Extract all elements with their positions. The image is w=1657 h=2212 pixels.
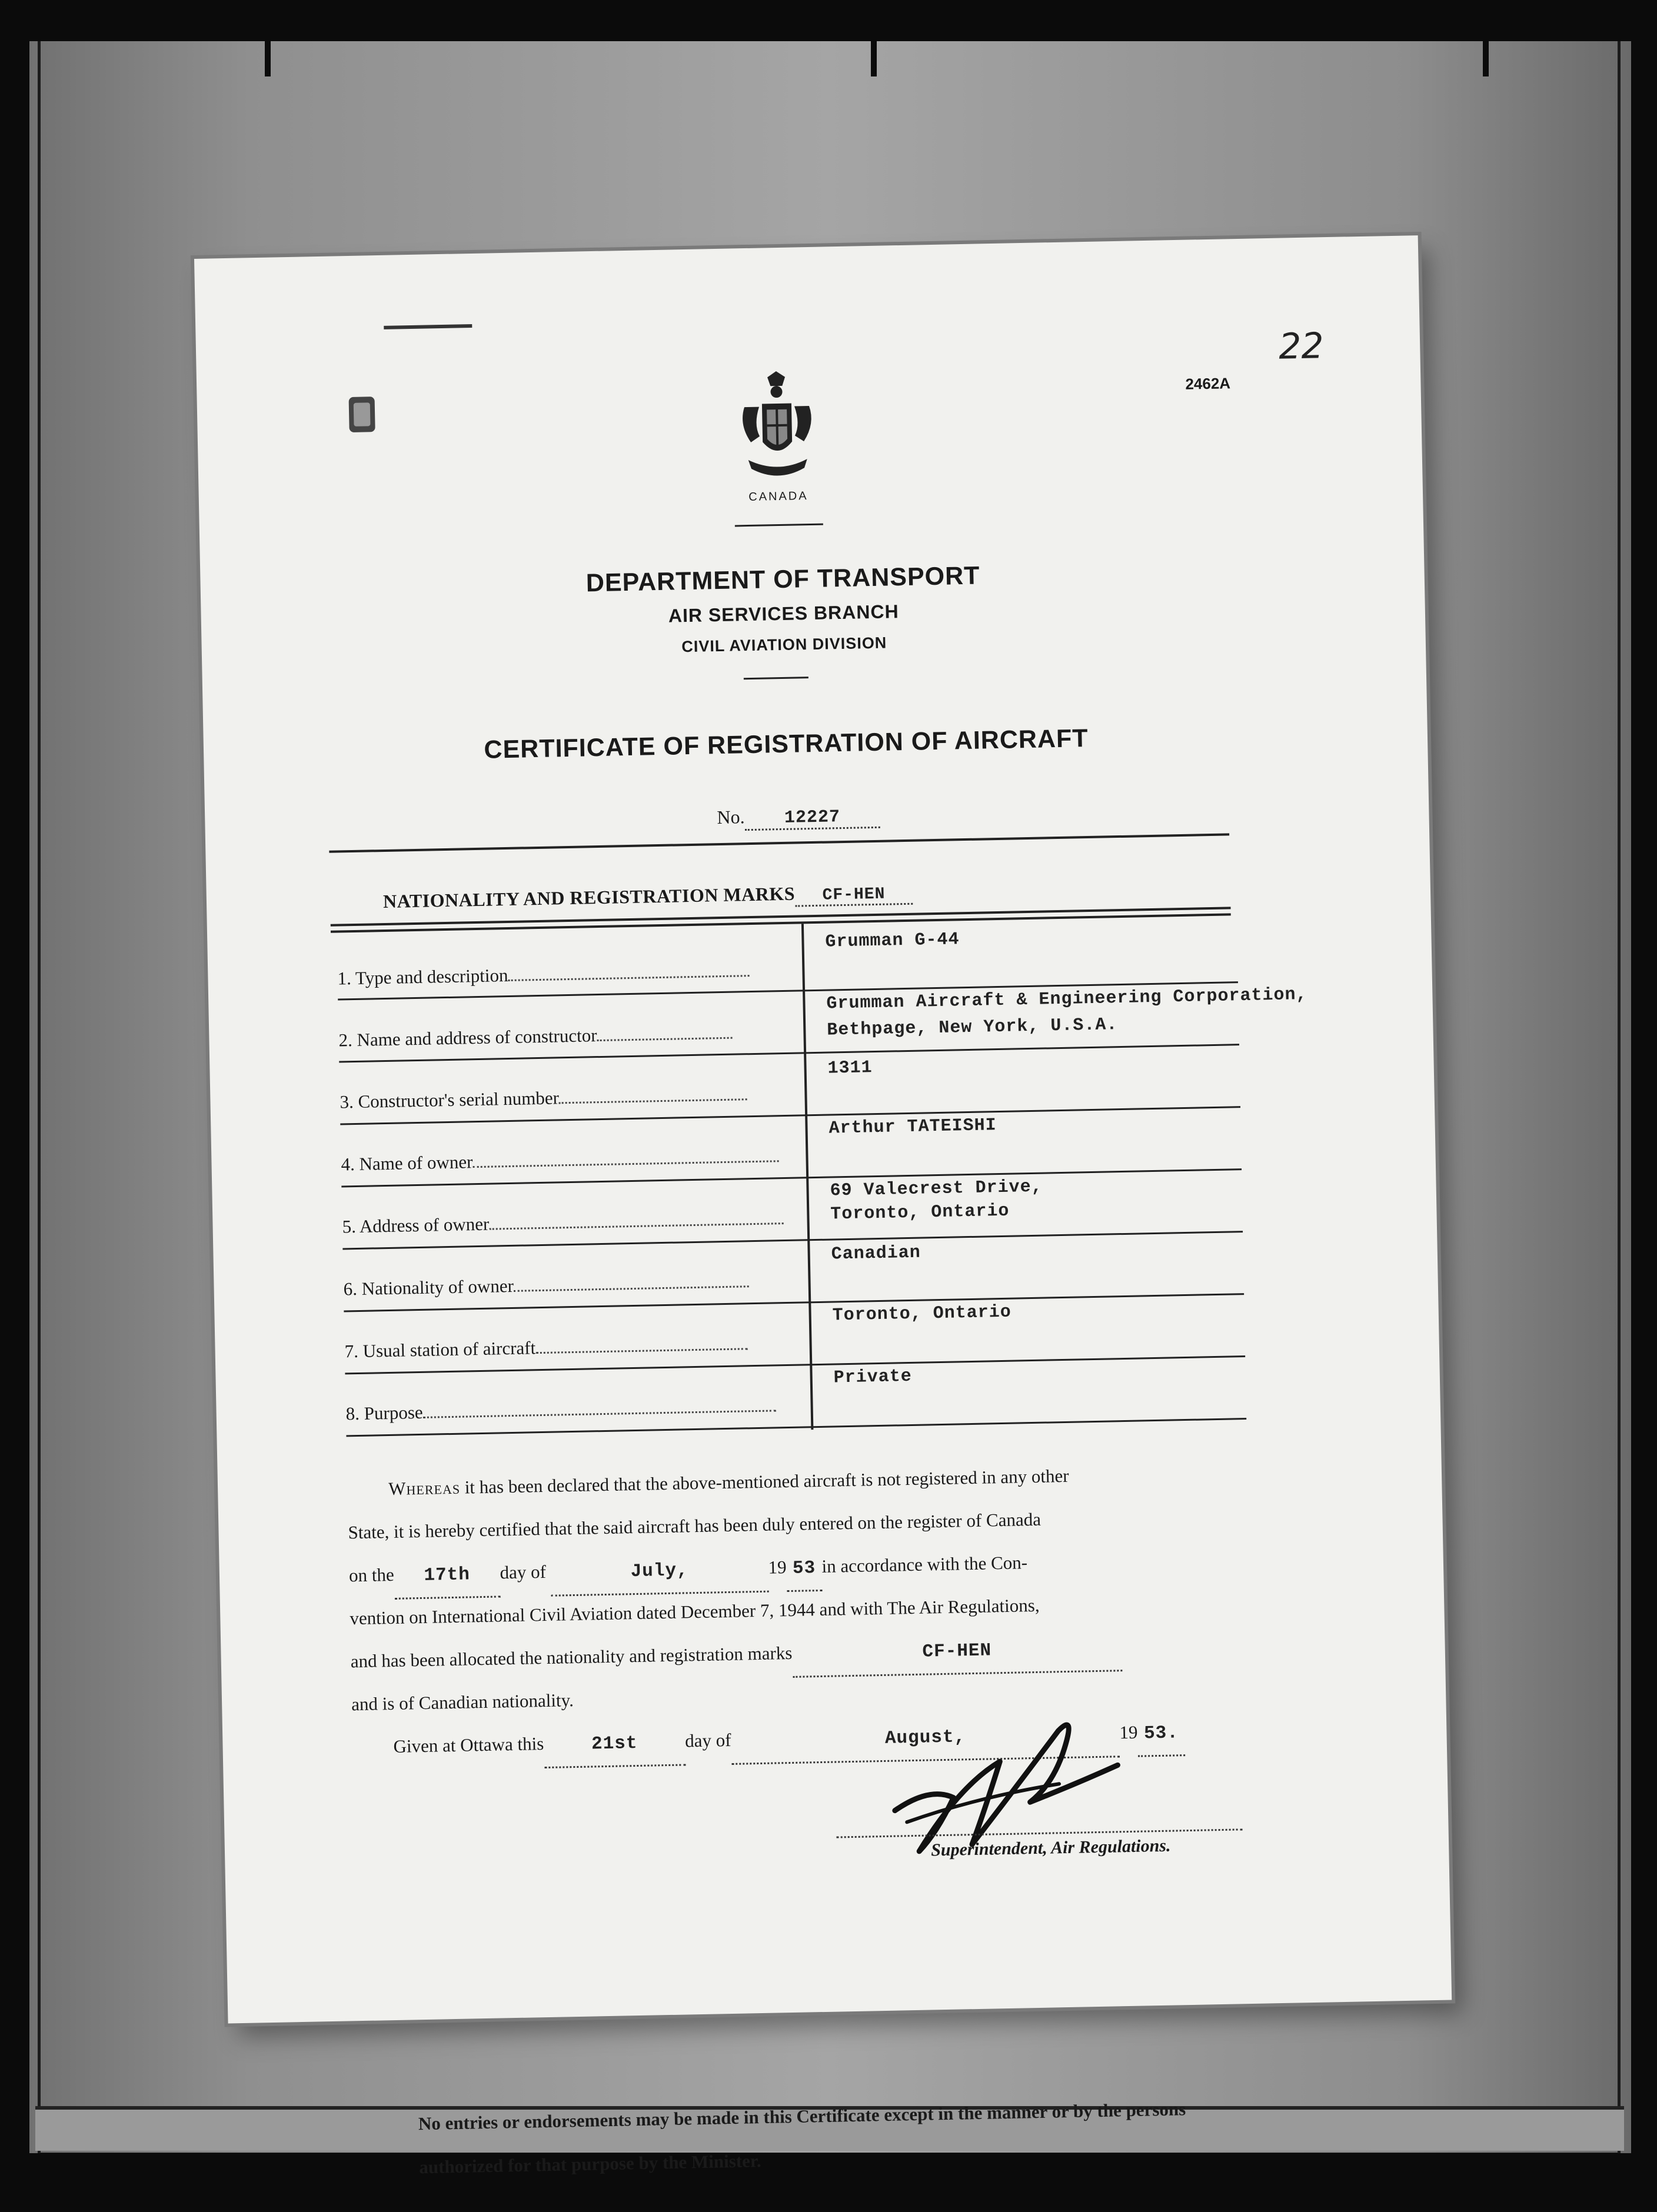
film-frame-left [0, 0, 29, 2212]
signatory-title: Superintendent, Air Regulations. [930, 1835, 1171, 1860]
film-notch-center [871, 0, 877, 76]
field-label-usual-station: 7. Usual station of aircraft [344, 1333, 747, 1362]
field-label-type: 1. Type and description [337, 960, 750, 989]
declaration-line-6: and is of Canadian nationality. [351, 1690, 574, 1715]
field-label-owner-address: 5. Address of owner [342, 1208, 783, 1237]
field-value-purpose: Private [833, 1366, 913, 1388]
field-value-constructor-line1: Grumman Aircraft & Engineering Corporation, [826, 984, 1307, 1014]
field-value-serial: 1311 [827, 1058, 873, 1079]
registration-marks-label: NATIONALITY AND REGISTRATION MARKS [382, 882, 796, 912]
registration-month: July, [550, 1548, 768, 1597]
declared-marks: CF-HEN [792, 1627, 1122, 1678]
declaration-line-3: on the 17th day of July, 19 53 in accordance with the Con- [348, 1537, 1243, 1600]
declaration-line-5: and has been allocated the nationality and registration marks CF-HEN [350, 1623, 1245, 1686]
declaration-line-2: State, it is hereby certified that the said aircraft has been duly entered on the register of Canada [348, 1508, 1042, 1543]
pen-mark [384, 324, 472, 329]
registration-year: 53 [786, 1547, 822, 1592]
form-number: 2462A [1185, 374, 1231, 393]
film-frame-right [1631, 0, 1657, 2212]
given-month: August, [731, 1713, 1120, 1765]
film-notch-left [265, 0, 271, 76]
registration-day: 17th [394, 1553, 500, 1599]
field-value-owner-address-line1: 69 Valecrest Drive, [830, 1177, 1043, 1201]
field-label-owner-nationality: 6. Nationality of owner [343, 1271, 749, 1300]
coat-of-arms-icon [732, 371, 823, 490]
given-day: 21st [544, 1721, 686, 1768]
certificate-number-label: No. [717, 806, 745, 828]
registration-marks [383, 881, 913, 915]
certificate-number-value: 12227 [744, 807, 880, 831]
divider [735, 524, 823, 527]
stamp-mark-icon [344, 391, 380, 438]
declaration-line-1: Whereas it has been declared that the above-mentioned aircraft is not registered in any other [388, 1465, 1069, 1500]
field-value-owner-name: Arthur TATEISHI [828, 1115, 997, 1139]
film-frame-top [0, 0, 1657, 41]
given-at-line: Given at Ottawa this 21st day of August, 19 53. [393, 1708, 1288, 1771]
division-title: CIVIL AVIATION DIVISION [681, 634, 887, 656]
field-value-type: Grumman G-44 [825, 930, 960, 952]
certificate-number [717, 804, 880, 831]
footer-note [418, 2086, 1290, 2189]
field-value-owner-nationality: Canadian [831, 1242, 921, 1265]
field-label-constructor: 2. Name and address of constructor [338, 1022, 733, 1051]
certificate-title: CERTIFICATE OF REGISTRATION OF AIRCRAFT [484, 724, 1089, 764]
field-value-owner-address-line2: Toronto, Ontario [830, 1201, 1010, 1225]
country-label: CANADA [748, 489, 808, 504]
field-label-owner-name: 4. Name of owner [341, 1145, 778, 1175]
divider [744, 677, 808, 679]
field-label-purpose: 8. Purpose [345, 1395, 776, 1424]
footer-line-1: No entries or endorsements may be made in this Certificate except in the manner or by the persons [418, 2098, 1186, 2134]
page-number: 22 [1278, 325, 1325, 368]
film-notch-right [1483, 0, 1489, 76]
given-year: 53. [1137, 1711, 1185, 1757]
field-label-serial: 3. Constructor's serial number [340, 1084, 747, 1112]
field-value-usual-station: Toronto, Ontario [832, 1302, 1012, 1326]
branch-title: AIR SERVICES BRANCH [668, 601, 899, 627]
footer-line-2: authorized for that purpose by the Minister. [419, 2150, 761, 2178]
field-value-constructor-line2: Bethpage, New York, U.S.A. [827, 1015, 1118, 1041]
declaration-line-4: vention on International Civil Aviation dated December 7, 1944 and with The Air Regulations, [350, 1594, 1040, 1629]
department-title: DEPARTMENT OF TRANSPORT [585, 561, 980, 598]
certificate-paper [194, 235, 1452, 2178]
registration-marks-value: CF-HEN [795, 885, 913, 907]
rule [329, 833, 1229, 852]
